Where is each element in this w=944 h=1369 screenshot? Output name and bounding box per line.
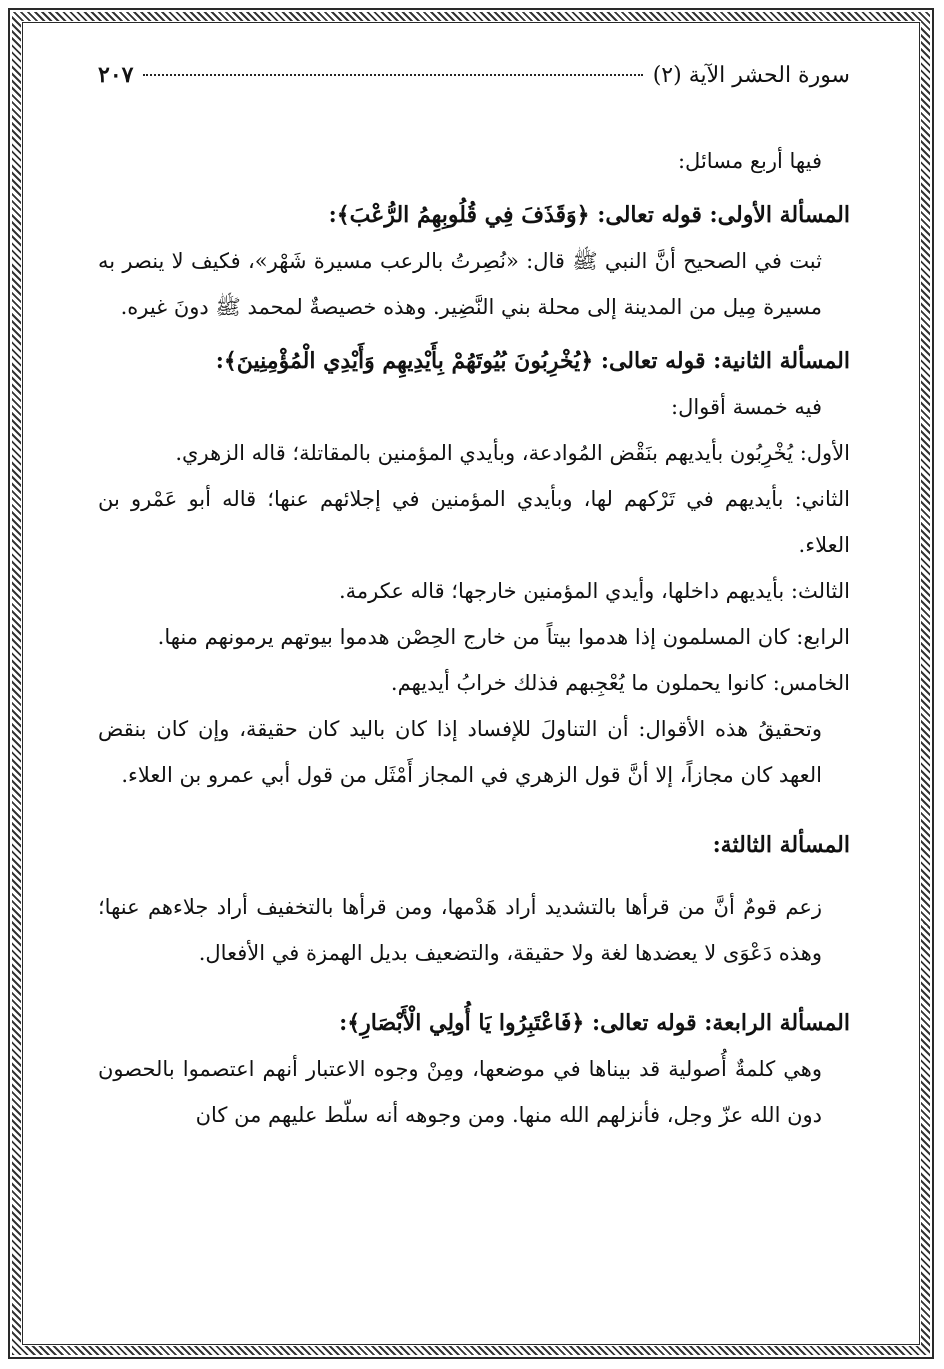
- header-title: سورة الحشر الآية (٢): [652, 63, 850, 88]
- section-gap: [98, 798, 850, 814]
- masala-2-heading: المسألة الثانية: قوله تعالى: ﴿يُخْرِبُونَ بُيُوتَهُمْ بِأَيْدِيهِم وَأَيْدِي الْمُؤْمِنِينَ﴾:: [215, 348, 850, 374]
- section-gap: [98, 976, 850, 992]
- masala-3-body: زعم قومٌ أنَّ من قرأها بالتشديد أراد هَدْمها، ومن قرأها بالتخفيف أراد جلاءهم عنها؛ وهذه دَعْوَى لا يعضدها لغة ولا حقيقة، والتضعيف بديل الهمزة في الأفعال.: [98, 895, 822, 965]
- page-number: ٢٠٧: [98, 62, 134, 88]
- running-header: [98, 62, 850, 110]
- page-content: [98, 62, 850, 1138]
- header-leader-dots: [143, 74, 642, 76]
- masala-4-body: وهي كلمةٌ أُصولية قد بيناها في موضعها، ومِنْ وجوه الاعتبار أنهم اعتصموا بالحصون دون الله عزّ وجل، فأنزلهم الله منها. ومن وجوهه أنه سلّط عليهم من كان: [98, 1057, 822, 1127]
- qawl-3: الثالث: بأيديهم داخلها، وأيدي المؤمنين خارجها؛ قاله عكرمة.: [338, 579, 850, 603]
- masala-1-body: ثبت في الصحيح أنَّ النبي ﷺ قال: «نُصِرتُ بالرعب مسيرة شَهْر»، فكيف لا ينصر به مسيرة مِيل من المدينة إلى محلة بني النَّضِير. وهذه خصيصةٌ لمحمد ﷺ دونَ غيره.: [98, 249, 822, 319]
- qawl-1: الأول: يُخْرِبُون بأيديهم بنَقْض المُوادعة، وبأيدي المؤمنين بالمقاتلة؛ قاله الزهري.: [175, 441, 850, 465]
- qawl-5: الخامس: كانوا يحملون ما يُعْجِبهم فذلك خرابُ أيديهم.: [390, 671, 850, 695]
- qawl-2: الثاني: بأيديهم في تَرْكهم لها، وبأيدي المؤمنين في إجلائهم عنها؛ قاله أبو عَمْرو بن العلاء.: [98, 487, 850, 557]
- section-gap: [98, 868, 850, 884]
- qawl-4: الرابع: كان المسلمون إذا هدموا بيتاً من خارج الحِصْن هدموا بيوتهم يرمونهم منها.: [157, 625, 850, 649]
- tahqiq-paragraph: وتحقيقُ هذه الأقوال: أن التناولَ للإفساد إذا كان باليد كان حقيقة، وإن كان بنقض العهد كان مجازاً، إلا أنَّ قول الزهري في المجاز أَمْثَل من قول أبي عمرو بن العلاء.: [98, 717, 822, 787]
- masala-1-heading: المسألة الأولى: قوله تعالى: ﴿وَقَذَفَ فِي قُلُوبِهِمُ الرُّعْبَ﴾:: [328, 202, 850, 228]
- masala-2-lead: فيه خمسة أقوال:: [671, 395, 822, 419]
- masala-3-heading: المسألة الثالثة:: [712, 832, 850, 858]
- masala-4-heading: المسألة الرابعة: قوله تعالى: ﴿فَاعْتَبِرُوا يَا أُولِي الْأَبْصَارِ﴾:: [339, 1010, 850, 1036]
- intro-line: فيها أربع مسائل:: [677, 149, 822, 173]
